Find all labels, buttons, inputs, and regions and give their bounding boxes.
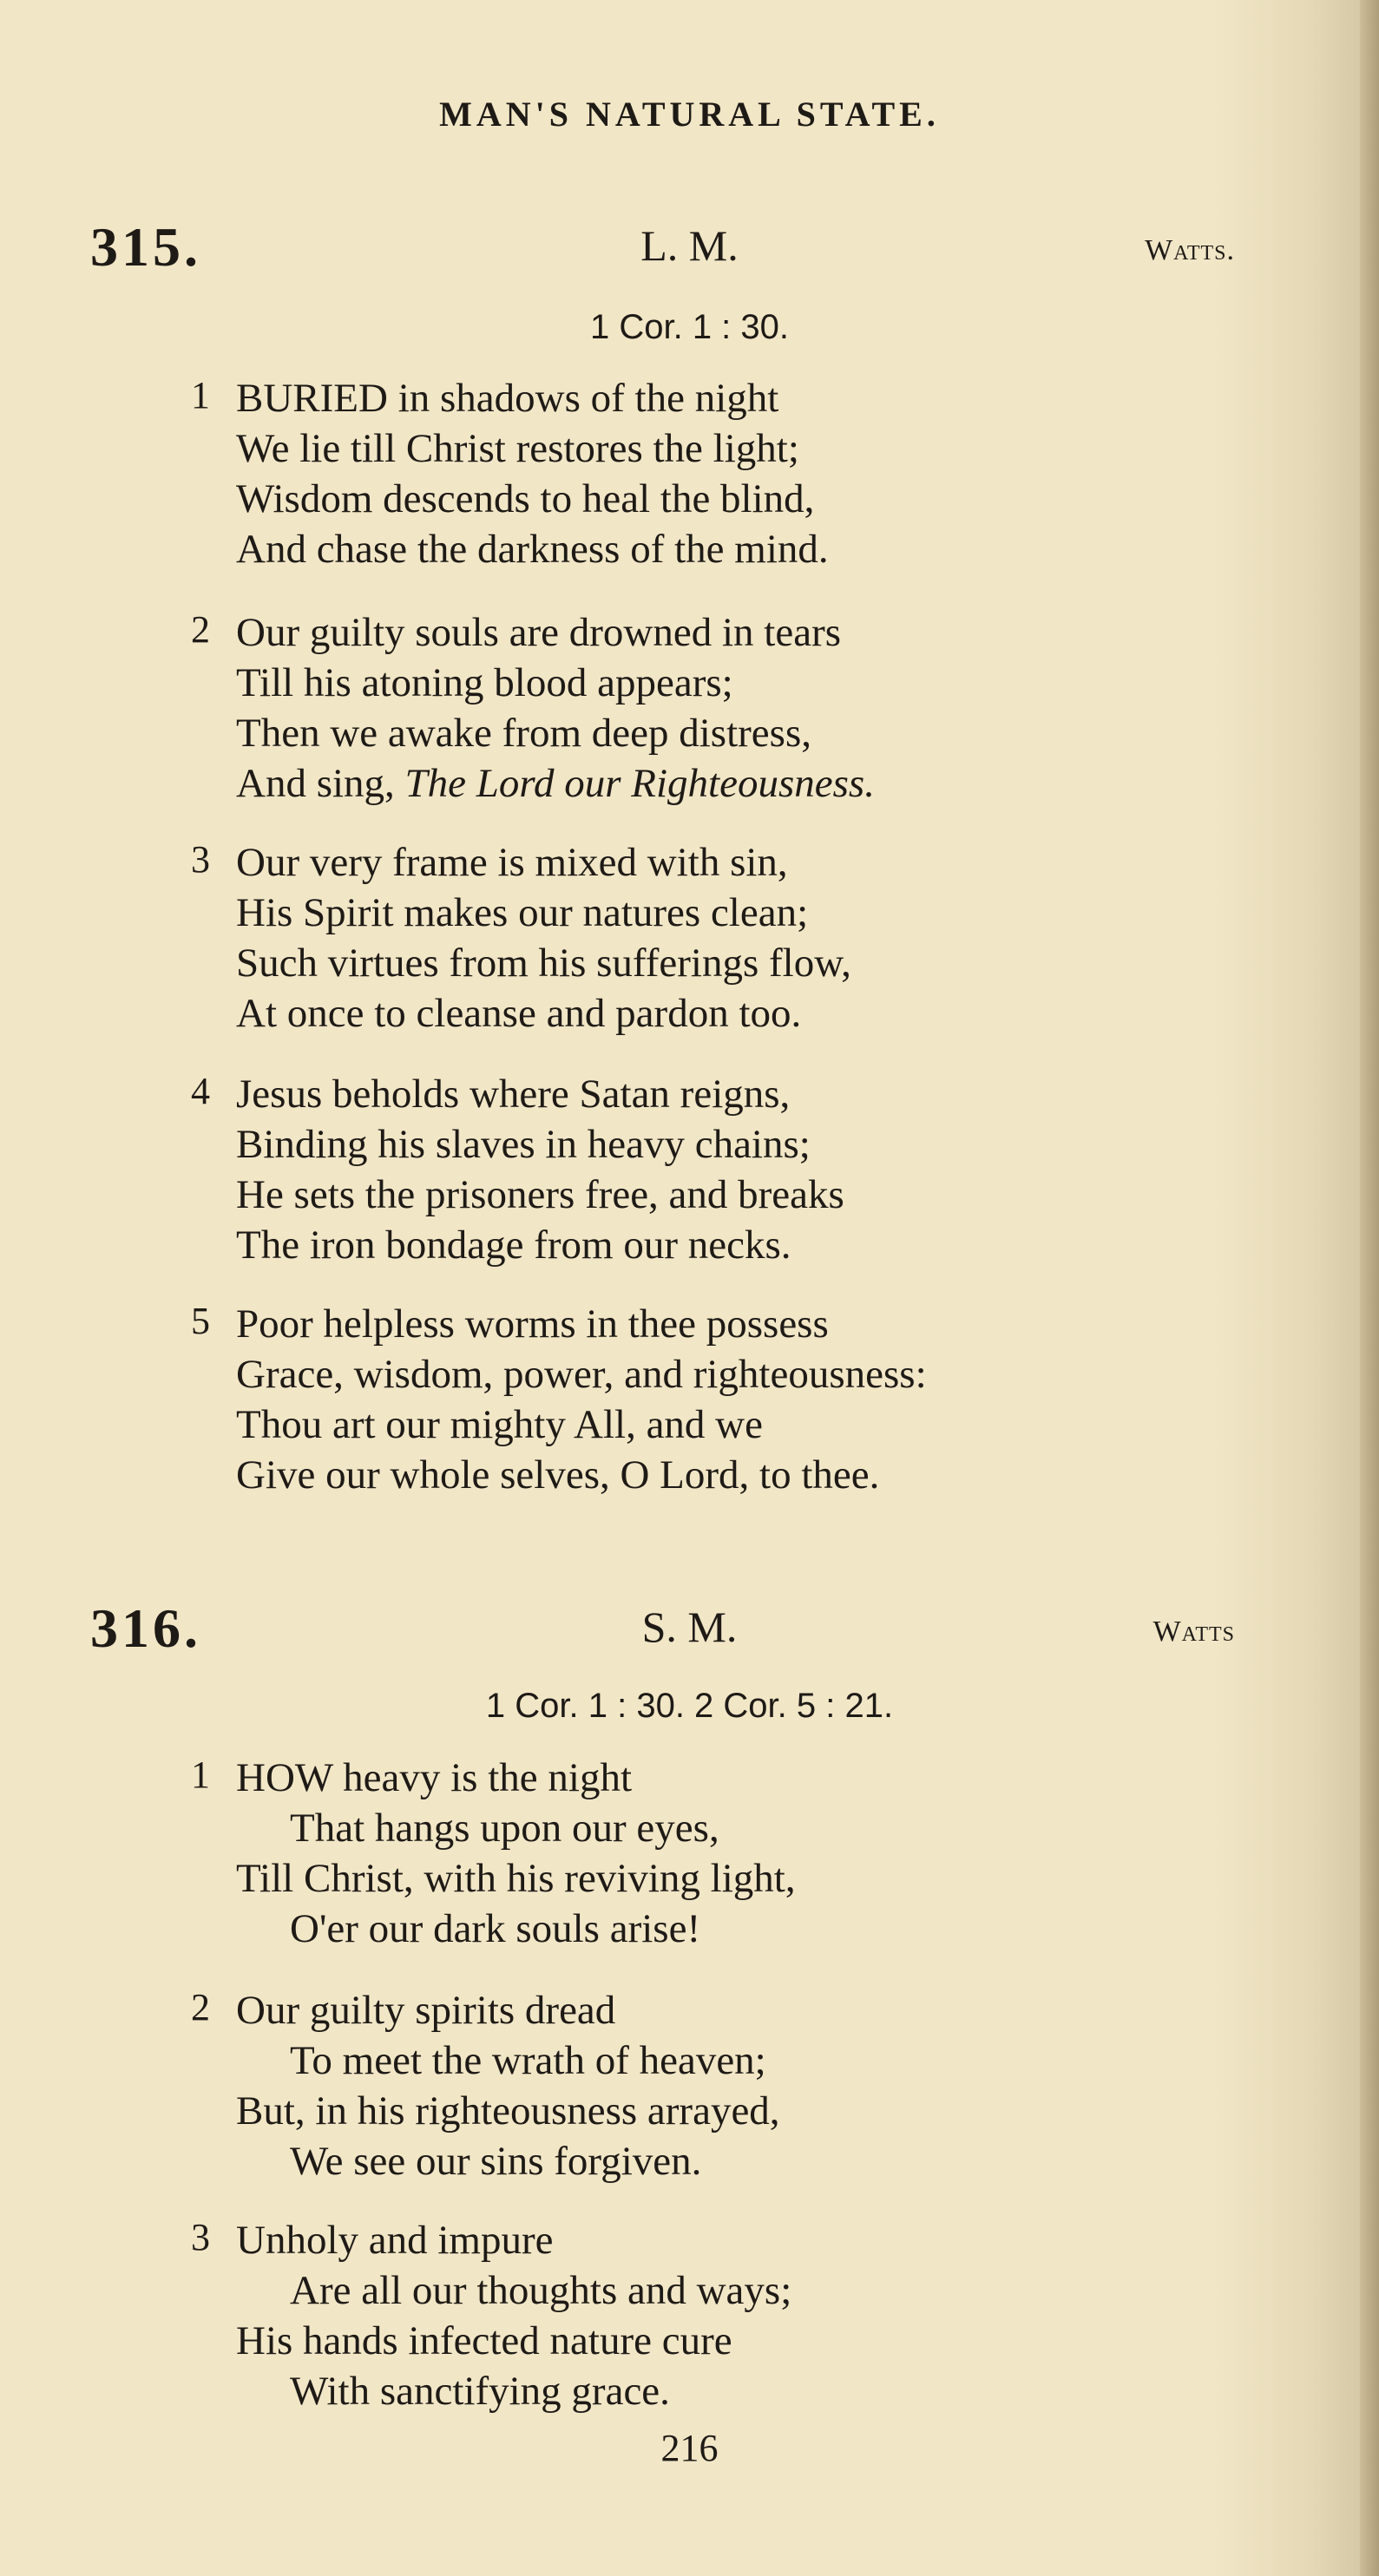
hymn-315-header [0, 215, 1379, 276]
verse-line: Then we awake from deep distress, [236, 711, 811, 756]
running-head: MAN'S NATURAL STATE. [439, 95, 940, 134]
verse-line: We lie till Christ restores the light; [236, 426, 799, 471]
verse-line: O'er our dark souls arise! [290, 1906, 701, 1951]
stanza-3 [191, 2215, 1260, 2416]
verse-line: He sets the prisoners free, and breaks [236, 1172, 844, 1217]
stanza-2 [191, 607, 1260, 809]
verse-line: At once to cleanse and pardon too. [236, 991, 802, 1036]
hymn-author: Watts [1152, 1616, 1235, 1648]
scripture-reference: 1 Cor. 1 : 30. [589, 308, 790, 346]
verse-line: Binding his slaves in heavy chains; [236, 1122, 811, 1167]
verse-line: With sanctifying grace. [290, 2369, 670, 2414]
verse-line: We see our sins forgiven. [290, 2139, 702, 2184]
hymn-number: 316. [90, 1597, 201, 1659]
verse-line: HOW heavy is the night [236, 1755, 633, 1800]
verse-line: Grace, wisdom, power, and righteousness: [236, 1352, 927, 1397]
verse-line: Thou art our mighty All, and we [236, 1402, 763, 1447]
verse-line: Unholy and impure [236, 2218, 554, 2263]
hymn-meter: S. M. [641, 1603, 738, 1651]
page-edge [1360, 0, 1379, 2576]
verse-line: The iron bondage from our necks. [236, 1222, 791, 1268]
verse-line: Till Christ, with his reviving light, [236, 1856, 796, 1901]
verse-line: Jesus beholds where Satan reigns, [236, 1072, 791, 1117]
hymn-meter: L. M. [640, 221, 739, 270]
stanza-number: 3 [191, 2216, 210, 2258]
verse-line: But, in his righteousness arrayed, [236, 2088, 780, 2134]
stanza-5 [191, 1299, 1260, 1500]
verse-line: BURIED in shadows of the night [236, 376, 779, 421]
hymn-author: Watts. [1145, 234, 1235, 266]
page-number: 216 [660, 2427, 719, 2469]
verse-line: Our guilty souls are drowned in tears [236, 610, 842, 655]
verse-line: His Spirit makes our natures clean; [236, 890, 809, 935]
verse-line: Our guilty spirits dread [236, 1988, 616, 2033]
verse-line: His hands infected nature cure [236, 2318, 732, 2363]
verse-line: Are all our thoughts and ways; [290, 2268, 792, 2313]
stanza-3 [191, 837, 1260, 1039]
verse-line: Wisdom descends to heal the blind, [236, 476, 815, 521]
stanza-1 [191, 1753, 1260, 1954]
verse-line: Such virtues from his sufferings flow, [236, 941, 851, 986]
hymn-number: 315. [90, 216, 201, 278]
verse-line: And chase the darkness of the mind. [236, 527, 829, 572]
stanza-number: 1 [191, 374, 210, 416]
stanza-1 [191, 373, 1260, 574]
scripture-reference: 1 Cor. 1 : 30. 2 Cor. 5 : 21. [485, 1687, 894, 1725]
verse-line: Our very frame is mixed with sin, [236, 840, 788, 885]
stanza-number: 3 [191, 838, 210, 881]
hymn-316-header [0, 1596, 1379, 1657]
stanza-number: 5 [191, 1300, 210, 1342]
stanza-2 [191, 1985, 1260, 2186]
stanza-number: 4 [191, 1070, 210, 1112]
stanza-4 [191, 1069, 1260, 1270]
verse-line: Poor helpless worms in thee possess [236, 1301, 829, 1347]
stanza-number: 1 [191, 1753, 210, 1796]
verse-line: Till his atoning blood appears; [236, 660, 733, 705]
verse-line: Give our whole selves, O Lord, to thee. [236, 1452, 880, 1498]
stanza-number: 2 [191, 608, 210, 651]
verse-line-with-italic [236, 758, 1260, 809]
verse-line: That hangs upon our eyes, [290, 1806, 719, 1851]
stanza-number: 2 [191, 1986, 210, 2029]
verse-line-italic: And sing, The Lord our Righteousness. [236, 761, 875, 806]
verse-line: To meet the wrath of heaven; [290, 2038, 766, 2083]
